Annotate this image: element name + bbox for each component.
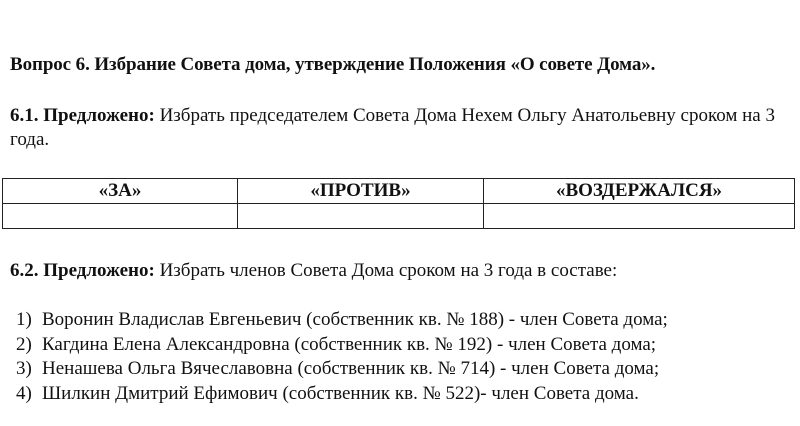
proposal-6-1-text: Избрать председателем Совета Дома Нехем Ольгу Анатольевну сроком на 3 года.: [10, 105, 775, 150]
proposal-6-1: [10, 104, 790, 152]
vote-table-header-row: [3, 179, 795, 204]
list-item: [16, 308, 668, 333]
vote-header-abstain: «ВОЗДЕРЖАЛСЯ»: [484, 179, 795, 204]
vote-table-row: [3, 204, 795, 229]
proposal-6-2: [10, 259, 790, 283]
vote-cell-against: [238, 204, 484, 229]
list-item-text: Кагдина Елена Александровна (собственник кв. № 192) - член Совета дома;: [42, 333, 657, 355]
vote-header-against: «ПРОТИВ»: [238, 179, 484, 204]
vote-table: [2, 178, 795, 229]
list-item-number: 1): [16, 309, 32, 330]
list-item: [16, 333, 668, 358]
question-title: Вопрос 6. Избрание Совета дома, утверждение Положения «О совете Дома».: [10, 54, 656, 75]
list-item-number: 2): [16, 333, 32, 355]
list-item-text: Воронин Владислав Евгеньевич (собственник кв. № 188) - член Совета дома;: [42, 309, 668, 330]
vote-header-for: «ЗА»: [3, 179, 238, 204]
list-item-text: Ненашева Ольга Вячеславовна (собственник кв. № 714) - член Совета дома;: [42, 358, 660, 379]
list-item-number: 4): [16, 382, 32, 404]
list-item: [16, 382, 668, 407]
vote-cell-abstain: [484, 204, 795, 229]
proposal-6-2-lead: 6.2. Предложено:: [10, 260, 155, 281]
list-item: [16, 357, 668, 382]
vote-cell-for: [3, 204, 238, 229]
members-list: [16, 308, 668, 406]
list-item-text: Шилкин Дмитрий Ефимович (собственник кв. № 522)- член Совета дома.: [42, 382, 639, 404]
proposal-6-2-text: Избрать членов Совета Дома сроком на 3 года в составе:: [159, 260, 618, 281]
list-item-number: 3): [16, 358, 32, 379]
proposal-6-1-lead: 6.1. Предложено:: [10, 105, 155, 126]
